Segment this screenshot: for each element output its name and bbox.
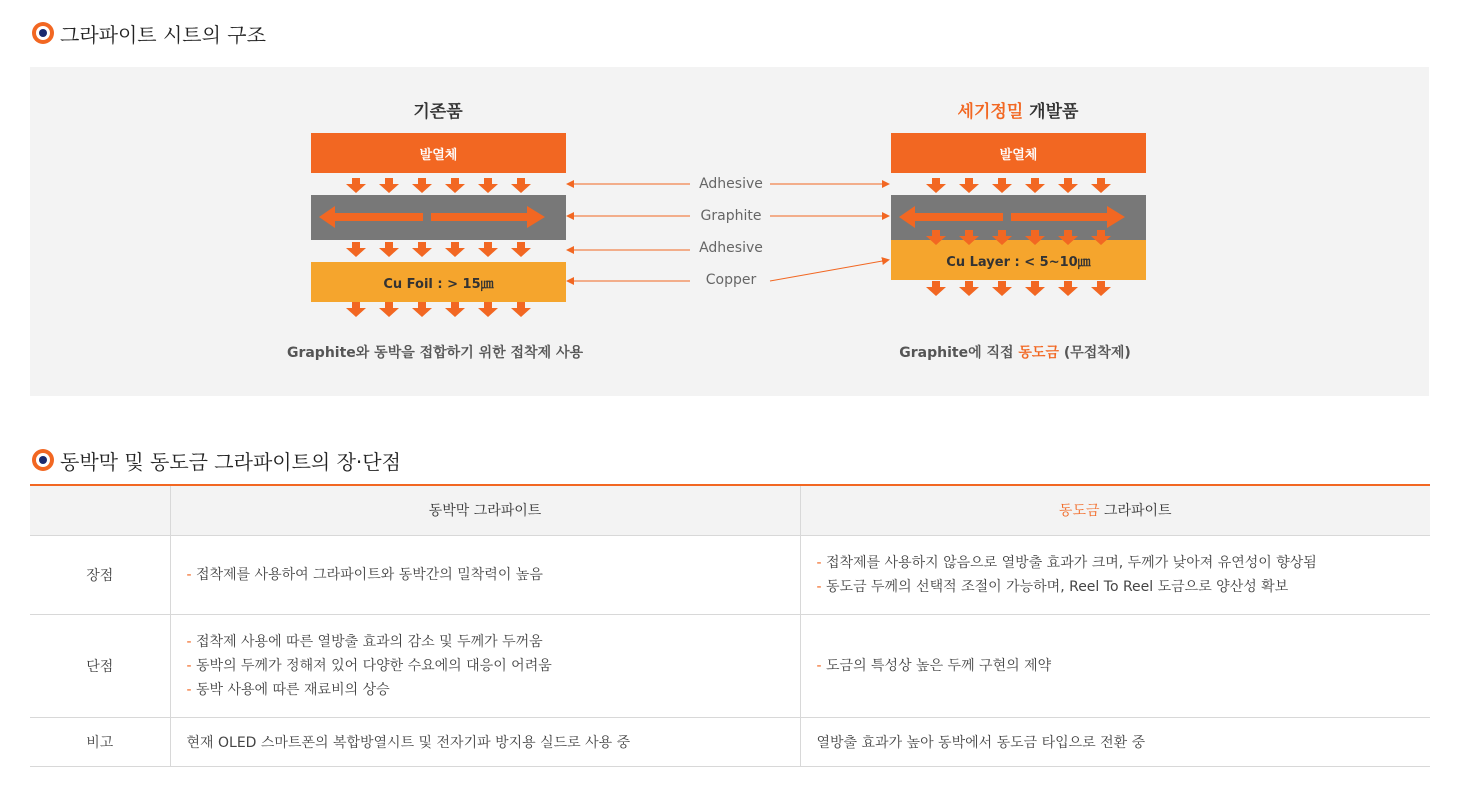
down-arrow-icon <box>511 302 531 317</box>
table-row <box>30 717 1430 766</box>
foil-note-cell: 현재 OLED 스마트폰의 복합방열시트 및 전자기파 방지용 실드로 사용 중 <box>170 717 800 766</box>
pointer-right-copper <box>770 260 888 281</box>
left-heat-layer: 발열체 <box>311 133 566 173</box>
down-arrow-icon <box>1058 281 1078 296</box>
section-title-text: 그라파이트 시트의 구조 <box>60 22 266 47</box>
down-arrow-icon <box>346 178 366 193</box>
plating-cell <box>800 614 1430 717</box>
down-arrow-icon <box>412 242 432 257</box>
left-copper-layer: Cu Foil : > 15㎛ <box>311 262 566 302</box>
right-title-rest: 개발품 <box>1023 102 1079 122</box>
down-arrow-icon <box>478 242 498 257</box>
foil-cell <box>170 535 800 614</box>
down-arrow-icon <box>445 242 465 257</box>
down-arrow-icon <box>1091 178 1111 193</box>
list-item: - 동박의 두께가 정해져 있어 다양한 수요에의 대응이 어려움 <box>186 657 552 674</box>
down-arrow-icon <box>1025 281 1045 296</box>
list-item: - 도금의 특성상 높은 두께 구현의 제약 <box>816 657 1052 674</box>
down-arrow-icon <box>959 230 979 245</box>
down-arrow-icon <box>445 302 465 317</box>
down-arrow-icon <box>511 242 531 257</box>
down-arrow-icon <box>379 302 399 317</box>
header-plating-accent: 동도금 <box>1058 503 1100 520</box>
brand-name: 세기정밀 <box>957 102 1024 122</box>
down-arrow-icon <box>379 178 399 193</box>
down-arrow-icon <box>959 178 979 193</box>
plating-cell <box>800 535 1430 614</box>
down-arrow-icon <box>511 178 531 193</box>
right-heat-layer: 발열체 <box>891 133 1146 173</box>
table-header-row <box>30 485 1430 535</box>
section-title-comparison <box>32 445 401 475</box>
down-arrow-icon <box>478 302 498 317</box>
right-copper-layer: Cu Layer : < 5~10㎛ <box>891 240 1146 280</box>
row-label: 단점 <box>30 614 170 717</box>
down-arrow-icon <box>992 281 1012 296</box>
row-label: 장점 <box>30 535 170 614</box>
down-arrow-icon <box>478 178 498 193</box>
foil-cell <box>170 614 800 717</box>
down-arrow-icon <box>1025 230 1045 245</box>
right-caption-pre: Graphite에 직접 <box>899 345 1019 361</box>
down-arrow-icon <box>412 178 432 193</box>
bullet-icon <box>32 449 54 471</box>
header-empty <box>30 485 170 535</box>
down-arrow-icon <box>1091 281 1111 296</box>
down-arrow-icon <box>959 281 979 296</box>
down-arrow-icon <box>992 230 1012 245</box>
table-row <box>30 614 1430 717</box>
right-caption-post: (무접착제) <box>1058 345 1131 361</box>
left-arrow-icon <box>899 206 1003 228</box>
left-caption: Graphite와 동박을 접합하기 위한 접착제 사용 <box>286 345 584 361</box>
header-foil: 동박막 그라파이트 <box>170 485 800 535</box>
down-arrow-icon <box>926 178 946 193</box>
section-title-text: 동박막 및 동도금 그라파이트의 장·단점 <box>60 449 401 474</box>
down-arrow-icon <box>1091 230 1111 245</box>
down-arrow-icon <box>926 230 946 245</box>
comparison-table <box>30 484 1430 767</box>
down-arrow-icon <box>1058 178 1078 193</box>
list-item: - 접착제 사용에 따른 열방출 효과의 감소 및 두께가 두꺼움 <box>186 633 543 650</box>
left-arrow-icon <box>319 206 423 228</box>
down-arrow-icon <box>346 302 366 317</box>
left-diagram-title: 기존품 <box>413 102 463 122</box>
right-caption <box>815 342 1215 362</box>
down-arrow-icon <box>992 178 1012 193</box>
list-item: - 동도금 두께의 선택적 조절이 가능하며, Reel To Reel 도금으로 양산성 확보 <box>816 578 1289 595</box>
header-plating <box>800 485 1430 535</box>
right-arrow-icon <box>1011 206 1125 228</box>
right-caption-accent: 동도금 <box>1018 345 1059 361</box>
header-plating-rest: 그라파이트 <box>1099 503 1172 520</box>
label-adhesive-top: Adhesive <box>699 176 763 192</box>
label-adhesive-bottom: Adhesive <box>699 240 763 256</box>
list-item: - 접착제를 사용하지 않음으로 열방출 효과가 크며, 두께가 낮아져 유연성이 향상됨 <box>816 554 1317 571</box>
label-graphite: Graphite <box>700 208 762 224</box>
right-arrow-icon <box>431 206 545 228</box>
down-arrow-icon <box>412 302 432 317</box>
plating-note-cell: 열방출 효과가 높아 동박에서 동도금 타입으로 전환 중 <box>800 717 1430 766</box>
table-row <box>30 535 1430 614</box>
down-arrow-icon <box>1058 230 1078 245</box>
down-arrow-icon <box>445 178 465 193</box>
down-arrow-icon <box>379 242 399 257</box>
down-arrow-icon <box>346 242 366 257</box>
list-item: - 접착제를 사용하여 그라파이트와 동박간의 밀착력이 높음 <box>186 566 543 583</box>
row-label: 비고 <box>30 717 170 766</box>
down-arrow-icon <box>926 281 946 296</box>
list-item: - 동박 사용에 따른 재료비의 상승 <box>186 681 390 698</box>
label-copper: Copper <box>705 272 757 288</box>
down-arrow-icon <box>1025 178 1045 193</box>
